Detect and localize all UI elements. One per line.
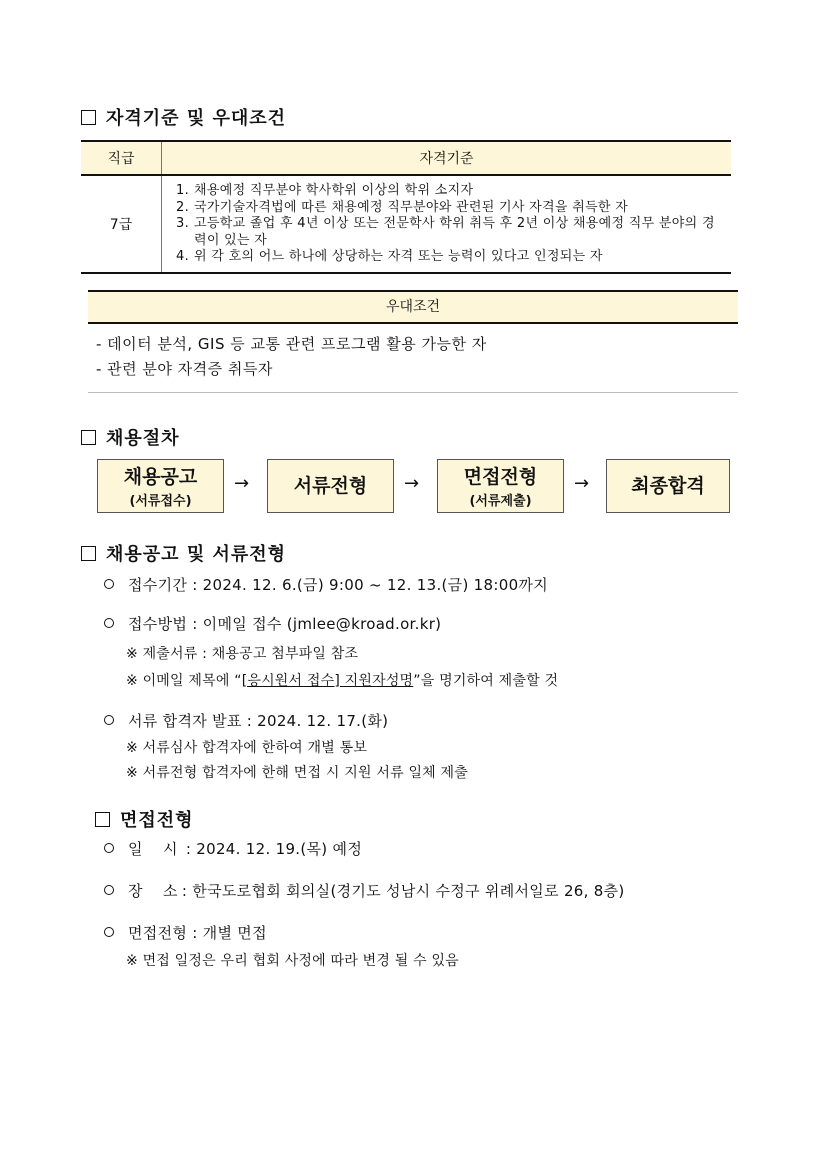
interview-place: 장 소 : 한국도로협회 회의실(경기도 성남시 수정구 위례서일로 26, 8층)	[104, 880, 625, 901]
interview-date: 일 시 : 2024. 12. 19.(목) 예정	[104, 838, 362, 859]
rank-cell: 7급	[81, 175, 162, 273]
column-header-criteria: 자격기준	[162, 141, 732, 175]
arrow-right-icon: →	[574, 473, 590, 494]
column-header-rank: 직급	[81, 141, 162, 175]
process-step-interview: 면접전형 (서류제출)	[437, 459, 564, 513]
checkbox-square-icon	[81, 110, 96, 125]
note-email-subject: ※ 이메일 제목에 “[응시원서 접수] 지원자성명”을 명기하여 제출할 것	[126, 673, 559, 689]
circle-bullet-icon	[104, 885, 114, 895]
list-item: - 관련 분야 자격증 취득자	[96, 360, 273, 378]
note-documents: ※ 제출서류 : 채용공고 첨부파일 참조	[126, 646, 359, 662]
circle-bullet-icon	[104, 843, 114, 853]
circle-bullet-icon	[104, 715, 114, 725]
circle-bullet-icon	[104, 927, 114, 937]
section-title-qualification: 자격기준 및 우대조건	[81, 104, 286, 130]
application-period: 접수기간 : 2024. 12. 6.(금) 9:00 ~ 12. 13.(금) 18:00까지	[104, 574, 548, 595]
section-title-process: 채용절차	[81, 424, 180, 450]
note-interview-schedule: ※ 면접 일정은 우리 협회 사정에 따라 변경 될 수 있음	[126, 953, 459, 969]
application-method: 접수방법 : 이메일 접수 (jmlee@kroad.or.kr)	[104, 613, 441, 634]
list-item: 2. 국가기술자격법에 따른 채용예정 직무분야와 관련된 기사 자격을 취득한 자	[176, 199, 629, 215]
list-item: 1. 채용예정 직무분야 학사학위 이상의 학위 소지자	[176, 183, 474, 198]
checkbox-square-icon	[81, 430, 96, 445]
circle-bullet-icon	[104, 618, 114, 628]
circle-bullet-icon	[104, 579, 114, 589]
checkbox-square-icon	[81, 546, 96, 561]
list-item: 3. 고등학교 졸업 후 4년 이상 또는 전문학사 학위 취득 후 2년 이상 채용예정 직무 분야의 경력이 있는 자	[176, 216, 715, 248]
section-title-application: 채용공고 및 서류전형	[81, 540, 286, 566]
table-row	[81, 175, 731, 273]
qualification-table	[81, 140, 731, 274]
arrow-right-icon: →	[234, 473, 250, 494]
list-item: 4. 위 각 호의 어느 하나에 상당하는 자격 또는 능력이 있다고 인정되는 자	[176, 249, 603, 264]
arrow-right-icon: →	[404, 473, 420, 494]
note-notification: ※ 서류심사 합격자에 한하여 개별 통보	[126, 740, 368, 756]
criteria-cell	[162, 175, 732, 273]
criteria-list	[176, 183, 719, 266]
preference-header: 우대조건	[88, 290, 738, 324]
process-step-announcement: 채용공고 (서류접수)	[97, 459, 224, 513]
divider	[88, 392, 738, 393]
list-item: - 데이터 분석, GIS 등 교통 관련 프로그램 활용 가능한 자	[96, 335, 487, 353]
preference-list	[96, 332, 487, 382]
document-result-announcement: 서류 합격자 발표 : 2024. 12. 17.(화)	[104, 710, 388, 731]
section-title-interview: 면접전형	[95, 806, 194, 832]
process-step-final: 최종합격	[606, 459, 730, 513]
process-step-document: 서류전형	[267, 459, 394, 513]
checkbox-square-icon	[95, 812, 110, 827]
note-submission: ※ 서류전형 합격자에 한해 면접 시 지원 서류 일체 제출	[126, 765, 468, 781]
interview-type: 면접전형 : 개별 면접	[104, 922, 267, 943]
